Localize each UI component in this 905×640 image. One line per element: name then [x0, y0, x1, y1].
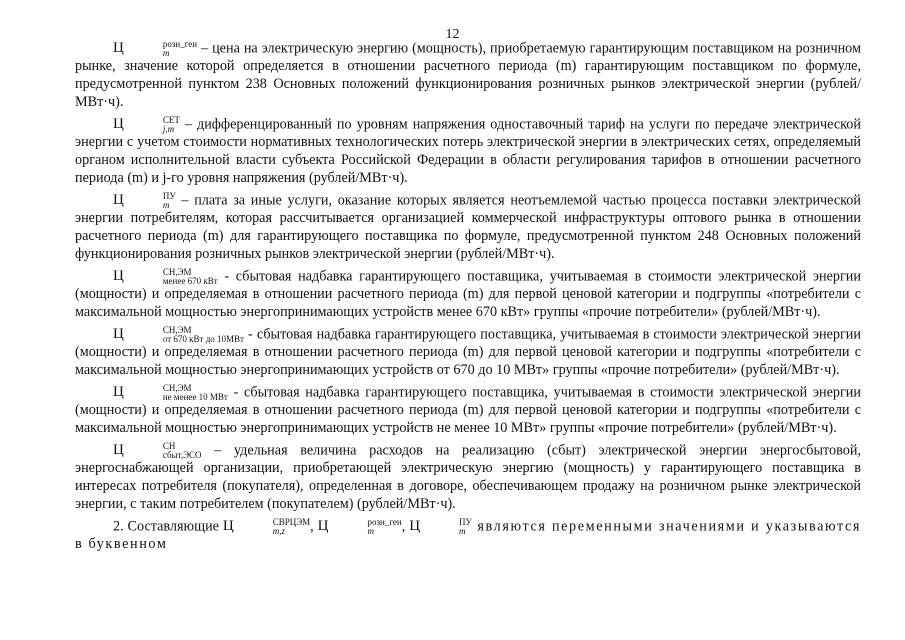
definition-paragraph: [75, 116, 861, 188]
definition-paragraph: [75, 384, 861, 438]
definition-text: - сбытовая надбавка гарантирующего поставщика, учитываемая в стоимости электрической энергии (мощности) и определяемая в отношении расчетного периода (m) для первой ценовой категории и подгруппы «потребители с максимальной мощностью энергопринимающих устройств от 670 до 10 МВт» группы «прочие потребители» (рублей/МВт·ч).: [75, 325, 861, 378]
page-number: 12: [445, 27, 460, 42]
formula-symbol: Ц СВРЦЭМ m,z: [222, 516, 311, 536]
formula-symbol: Ц СН,ЭМ не менее 10 МВт: [113, 382, 228, 402]
definition-paragraph: [75, 192, 861, 264]
formula-symbol: Ц СН,ЭМ от 670 кВт до 10МВт: [113, 324, 244, 344]
formula-symbol: Ц розн_ген m: [317, 516, 402, 536]
formula-symbol: Ц ПУ m: [409, 516, 472, 536]
formula-symbol: Ц розн_ген m: [113, 39, 198, 58]
definition-paragraph: [75, 40, 861, 112]
definition-paragraph: [75, 268, 861, 322]
definition-text: – плата за иные услуги, оказание которых является неотъемлемой частью процесса поставки электрической энергии потребителям, которая рассчитывается организацией коммерческой инфраструктуры оптового рынка в отношении расчетного периода (m) для гарантирующего поставщика по формуле, предусмотренной пунктом 248 Основных положений функционирования розничных рынков электрической энергии (рублей/МВт·ч).: [75, 192, 861, 262]
definition-text: – удельная величина расходов на реализацию (сбыт) электрической энергии энергосбытовой, энергоснабжающей организации, приобретающей электрическую энергию (мощность) у гарантирующего поставщика в интересах потребителя (покупателя), определенная в договоре, обеспечивающем продажу на розничном рынке электрической энергии, с таким потребителем (покупателем) (рублей/МВт·ч).: [75, 441, 861, 512]
section-lead: 2. Составляющие: [113, 517, 223, 534]
definition-text: - сбытовая надбавка гарантирующего поставщика, учитываемая в стоимости электрической энергии (мощности) и определяемая в отношении расчетного периода (m) для первой ценовой категории и подгруппы «потребители с максимальной мощностью энергопринимающих устройств не менее 10 МВт» группы «прочие потребители» (рублей/МВт·ч).: [75, 383, 861, 436]
definition-text: - сбытовая надбавка гарантирующего поставщика, учитываемая в стоимости электрической энергии (мощности) и определяемая в отношении расчетного периода (m) для первой ценовой категории и подгруппы «потребители с максимальной мощностью энергопринимающих устройств менее 670 кВт» группы «прочие потребители» (рублей/МВт·ч).: [75, 267, 861, 320]
definition-paragraph: [75, 442, 861, 514]
definition-text: – цена на электрическую энергию (мощность), приобретаемую гарантирующим поставщиком на розничном рынке, значение которой определяется в отношении расчетного периода (m) гарантирующим поставщиком по формуле, предусмотренной пунктом 238 Основных положений функционирования розничных рынков электрической энергии (рублей/МВт·ч).: [75, 40, 861, 110]
definition-paragraph: [75, 326, 861, 380]
formula-symbol: Ц СН,ЭМ менее 670 кВт: [113, 266, 218, 286]
section-text: являются переменными значениями и указываются в буквенном: [75, 517, 861, 552]
document-body: [75, 40, 861, 554]
definition-text: – дифференцированный по уровням напряжения одноставочный тариф на услуги по передаче электрической энергии с учетом стоимости нормативных технологических потерь электрической энергии в электрических сетях, определяемый органом исполнительной власти субъекта Российской Федерации в области регулирования тарифов в отношении расчетного периода (m) и j-го уровня напряжения (рублей/МВт·ч).: [75, 116, 861, 186]
section-paragraph: 2. Составляющие Ц СВРЦЭМ m,z , Ц розн_ген m , Ц ПУ m являются переменными значениями и указываются в буквенном: [75, 516, 861, 552]
formula-symbol: Ц СЕТ j,m: [113, 114, 180, 134]
formula-symbol: Ц СН сбыт,ЭСО: [113, 440, 202, 460]
formula-symbol: Ц ПУ m: [113, 190, 176, 210]
